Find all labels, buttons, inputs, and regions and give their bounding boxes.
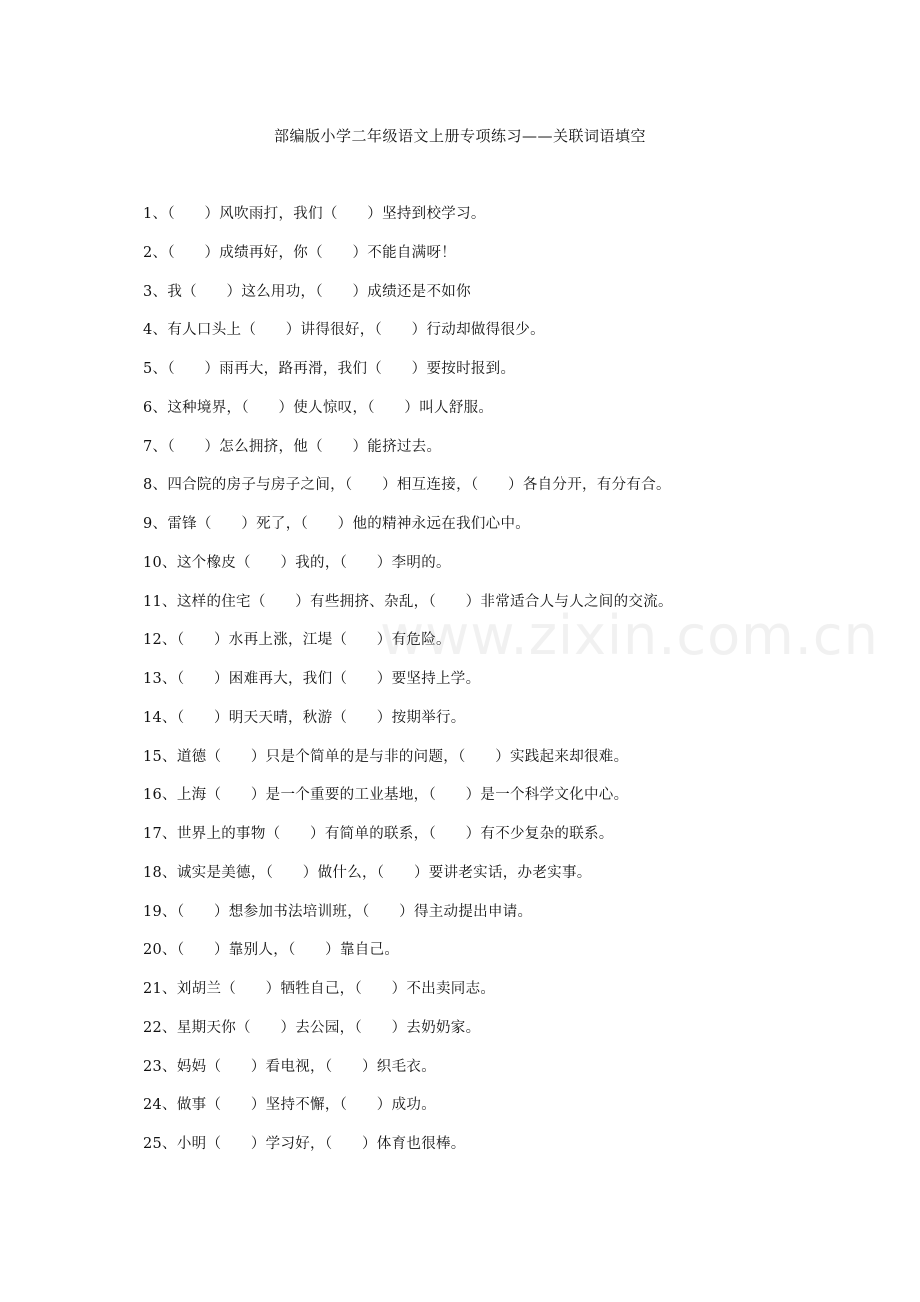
question-item: 21、刘胡兰（ ）牺牲自己，（ ）不出卖同志。 — [143, 981, 496, 997]
question-item: 14、（ ）明天天晴，秋游（ ）按期举行。 — [143, 709, 466, 726]
question-item: 1、（ ）风吹雨打，我们（ ）坚持到校学习。 — [143, 206, 486, 222]
question-item: 24、做事（ ）坚持不懈，（ ）成功。 — [143, 1097, 436, 1114]
question-item: 10、这个橡皮（ ）我的，（ ）李明的。 — [143, 554, 451, 571]
question-item: 25、小明（ ）学习好，（ ）体育也很棒。 — [143, 1136, 466, 1152]
question-item: 9、雷锋（ ）死了，（ ）他的精神永远在我们心中。 — [143, 516, 531, 532]
question-item: 15、道德（ ）只是个简单的是与非的问题，（ ）实践起来却很难。 — [143, 748, 629, 765]
question-item: 8、四合院的房子与房子之间，（ ）相互连接，（ ）各自分开，有分有合。 — [143, 477, 671, 494]
question-item: 16、上海（ ）是一个重要的工业基地，（ ）是一个科学文化中心。 — [143, 787, 629, 804]
question-item: 4、有人口头上（ ）讲得很好，（ ）行动却做得很少。 — [143, 322, 545, 339]
question-item: 18、诚实是美德，（ ）做什么，（ ）要讲老实话，办老实事。 — [143, 864, 592, 881]
question-item: 2、（ ）成绩再好，你（ ）不能自满呀！ — [143, 244, 457, 261]
question-item: 22、星期天你（ ）去公园，（ ）去奶奶家。 — [143, 1019, 481, 1036]
question-item: 3、我（ ）这么用功，（ ）成绩还是不如你 — [143, 283, 471, 300]
question-item: 17、世界上的事物（ ）有简单的联系，（ ）有不少复杂的联系。 — [143, 826, 614, 842]
question-item: 5、（ ）雨再大，路再滑，我们（ ）要按时报到。 — [143, 361, 516, 377]
question-item: 12、（ ）水再上涨，江堤（ ）有危险。 — [143, 632, 451, 649]
question-item: 23、妈妈（ ）看电视，（ ）织毛衣。 — [143, 1058, 436, 1075]
question-item: 19、（ ）想参加书法培训班，（ ）得主动提出申请。 — [143, 903, 533, 920]
question-item: 11、这样的住宅（ ）有些拥挤、杂乱，（ ）非常适合人与人之间的交流。 — [143, 593, 673, 610]
question-list — [143, 201, 879, 1170]
question-item: 6、这种境界，（ ）使人惊叹，（ ）叫人舒服。 — [143, 399, 494, 416]
watermark: www.zixin.com.cn — [380, 604, 879, 667]
question-item: 7、（ ）怎么拥挤，他（ ）能挤过去。 — [143, 438, 442, 455]
document-title: 部编版小学二年级语文上册专项练习——关联词语填空 — [273, 127, 646, 145]
question-item: 13、（ ）困难再大，我们（ ）要坚持上学。 — [143, 671, 481, 687]
question-item: 20、（ ）靠别人，（ ）靠自己。 — [143, 942, 400, 959]
